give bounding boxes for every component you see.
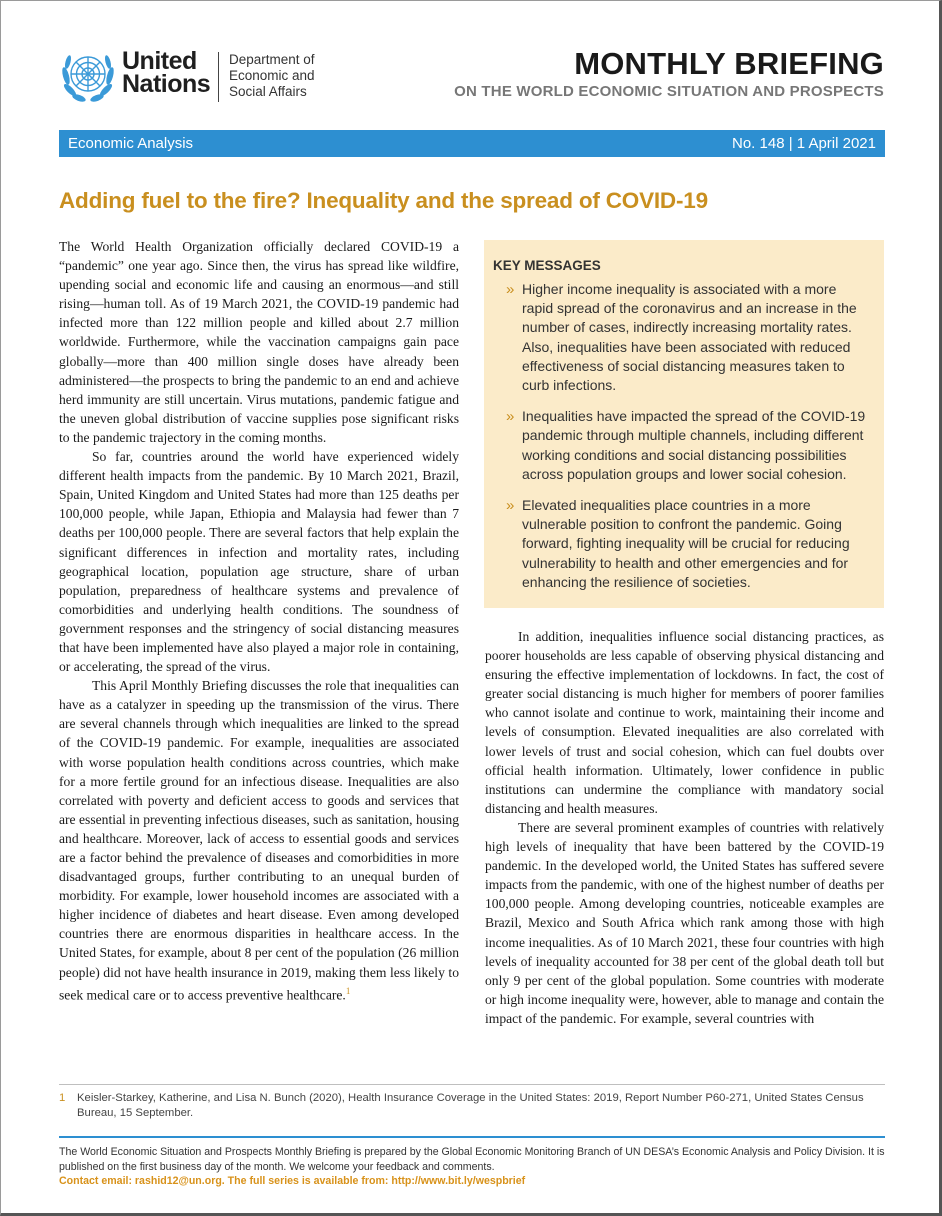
org-line-1: United [122, 47, 197, 75]
key-messages-title: KEY MESSAGES [493, 258, 601, 273]
key-message-item [493, 407, 870, 484]
section-band [59, 130, 885, 157]
publication-note: The World Economic Situation and Prospects Monthly Briefing is prepared by the Global Economic Monitoring Branch of UN DESA’s Economic Analysis and Policy Division. It is published on the first business day of the month. We welcome your feedback and comments. [59, 1146, 885, 1173]
key-message-text: Elevated inequalities place countries in a more vulnerable position to confront the pandemic. Going forward, fighting inequality will be crucial for reducing vulnerability to health and other emergencies and for enhancing the resilience of societies. [522, 497, 850, 590]
key-message-text: Inequalities have impacted the spread of the COVID-19 pandemic through multiple channels, including different working conditions and social distancing possibilities across population groups and lower social cohesion. [522, 408, 866, 482]
left-column [59, 237, 459, 1004]
body-paragraph [59, 676, 459, 1004]
footnote-divider [59, 1084, 885, 1085]
footnote-text: Keisler-Starkey, Katherine, and Lisa N. Bunch (2020), Health Insurance Coverage in the United States: 2019, Report Number P60-271, United States Census Bureau, 15 September. [77, 1092, 864, 1119]
key-message-text: Higher income inequality is associated with a more rapid spread of the coronavirus and an increase in the number of cases, indirectly increasing mortality rates. Also, inequalities have been associated with reduced effectiveness of social distancing measures taken to curb infections. [522, 281, 857, 394]
bottom-divider [59, 1136, 885, 1138]
department-name [229, 52, 315, 100]
footnote [59, 1091, 885, 1121]
chevron-right-icon: » [506, 408, 515, 426]
right-column [485, 627, 884, 1028]
footnote-reference[interactable]: 1 [345, 985, 351, 996]
chevron-right-icon: » [506, 281, 515, 298]
article-headline: Adding fuel to the fire? Inequality and the spread of COVID-19 [59, 188, 708, 213]
dept-line-1: Department of [229, 52, 315, 67]
body-paragraph: The World Health Organization officially declared COVID-19 a “pandemic” one year ago. Since then, the virus has spread like wildfire, upending social and economic life and causing an enormous—and still rising—human toll. As of 19 March 2021, the COVID-19 pandemic had infected more than 122 million people and killed about 2.7 million worldwide. Furthermore, while the vaccination campaigns gain pace globally—more than 400 million single doses have already been administered—the prospects to bring the pandemic to an end and achieve herd immunity are still uncertain. Virus mutations, pandemic fatigue and the uneven global distribution of vaccine supplies pose significant risks to the pandemic trajectory in the coming months. [59, 239, 459, 445]
footnote-number: 1 [59, 1092, 66, 1104]
org-line-2: Nations [122, 70, 211, 98]
body-paragraph: In addition, inequalities influence social distancing practices, as poorer households are less capable of observing physical distancing and ensuring the effective implementation of lockdowns. In fact, the cost of greater social distancing is much higher for members of poorer families who cannot isolate and continue to work, maintaining their income and levels of consumption. Elevated inequalities are also correlated with lower levels of trust and social cohesion, which can fuel doubts over official health information. Ultimately, lower confidence in public institutions can undermine the compliance with mandatory social distancing and health measures. [485, 629, 884, 816]
body-paragraph: So far, countries around the world have experienced widely different health impacts from the pandemic. By 10 March 2021, Brazil, Spain, United Kingdom and United States had more than 125 deaths per 100,000 people, while Japan, Ethiopia and Malaysia had fewer than 7 deaths per 100,000 people. There are several factors that help explain the significant differences in infection and mortality rates, including geographical location, population age structure, share of urban population, preparedness of healthcare systems and prevalence of comorbidities and underlying health conditions. The soundness of government responses and the stringency of social distancing measures that have been implemented have also played a major role in containing, or accelerating, the spread of the virus. [59, 449, 459, 675]
key-message-item [493, 280, 870, 395]
chevron-right-icon: » [506, 497, 515, 515]
un-wordmark [122, 47, 211, 98]
briefing-subtitle: ON THE WORLD ECONOMIC SITUATION AND PROSPECTS [454, 83, 884, 100]
un-emblem-icon [60, 48, 116, 104]
contact-line[interactable]: Contact email: rashid12@un.org. The full series is available from: http://www.bit.ly/wespbrief [59, 1175, 526, 1187]
section-label: Economic Analysis [68, 135, 194, 152]
briefing-title: MONTHLY BRIEFING [574, 46, 884, 81]
key-messages-box [484, 240, 884, 608]
dept-line-2: Economic and [229, 68, 315, 83]
key-message-item [493, 496, 870, 592]
body-paragraph-text: This April Monthly Briefing discusses the role that inequalities can have as a catalyzer in speeding up the transmission of the virus. There are several channels through which inequalities are linked to the spread of the COVID-19 pandemic. For example, inequalities are associated with worse population health conditions across countries, which make for a more fertile ground for an infectious disease. Inequalities are also correlated with poverty and deficient access to goods and services that are essential in preventing infectious diseases, such as sanitation, housing and healthcare. Moreover, lack of access to essential goods and services are a factor behind the prevalence of diseases and comorbidities in more disadvantaged groups, further contributing to an unequal burden of morbidity. For example, lower household incomes are associated with a higher incidence of diabetes and heart disease. Even among developed countries there are enormous disparities in healthcare access. In the United States, for example, about 8 per cent of the population (26 million people) did not have health insurance in 2019, making them less likely to seek medical care or to access preventive healthcare. [59, 678, 459, 1003]
logo-divider [218, 52, 219, 102]
body-paragraph: There are several prominent examples of countries with relatively high levels of inequality that have been battered by the COVID-19 pandemic. In the developed world, the United States has suffered severe impacts from the pandemic, with one of the highest number of deaths per 100,000 people. Among developing countries, noticeable examples are Brazil, Mexico and South Africa which rank among those with high income inequalities. As of 10 March 2021, these four countries with high levels of inequality accounted for 38 per cent of the global death toll but only 9 per cent of the global population. Some countries with moderate or high income inequality were, however, able to manage and contain the impact of the pandemic. For example, several countries with [485, 819, 884, 1026]
issue-number-date: No. 148 | 1 April 2021 [732, 135, 876, 152]
dept-line-3: Social Affairs [229, 84, 307, 99]
